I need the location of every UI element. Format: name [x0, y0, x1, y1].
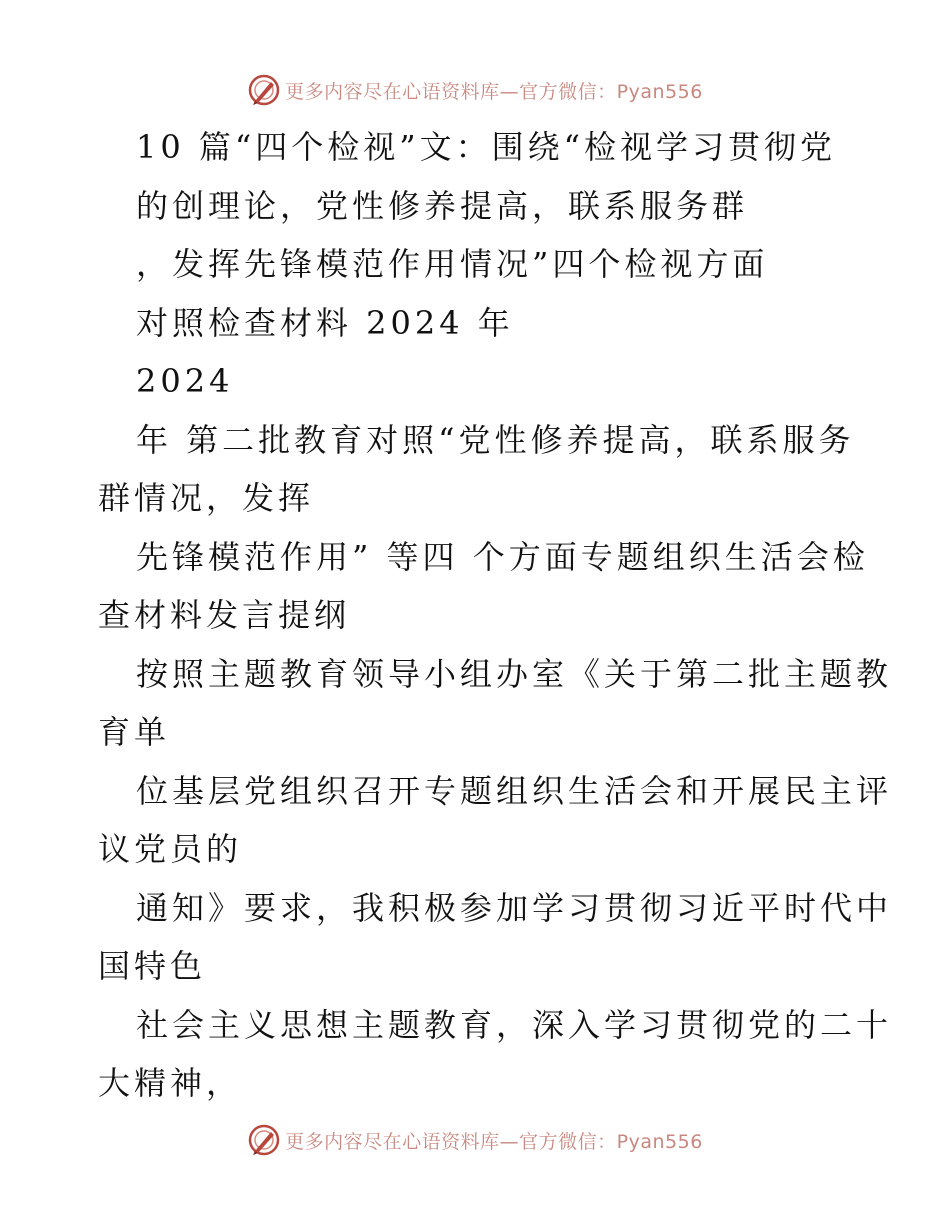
text-line-11: 育单 [98, 713, 171, 751]
pen-logo-icon [247, 73, 281, 107]
text-line-17: 大精神， [98, 1064, 243, 1102]
text-line-14: 通知》要求，我积极参加学习贯彻习近平时代中 [136, 888, 893, 927]
text-line-8: 先锋模范作用” 等四 个方面专题组织生活会检 [136, 537, 869, 576]
document-body [98, 118, 893, 1113]
text-line-6: 年 第二批教育对照“党性修养提高，联系服务 [136, 420, 855, 459]
text-line-1: 10 篇“四个检视”文：围绕“检视学习贯彻党 [136, 128, 836, 166]
watermark-text: 更多内容尽在心语资料库—官方微信：Pyan556 [285, 1130, 703, 1153]
text-line-13: 议党员的 [98, 830, 243, 868]
text-line-9: 查材料发言提纲 [98, 596, 351, 634]
text-line-4: 对照检查材料 2024 年 [136, 303, 514, 342]
watermark-text: 更多内容尽在心语资料库—官方微信：Pyan556 [285, 80, 703, 103]
text-line-2: 的创理论，党性修养提高，联系服务群 [136, 186, 749, 225]
text-line-5: 2024 [136, 362, 234, 400]
text-line-7: 群情况，发挥 [98, 479, 315, 517]
header-watermark [0, 70, 950, 110]
text-line-3: ，发挥先锋模范作用情况”四个检视方面 [136, 245, 769, 283]
text-line-12: 位基层党组织召开专题组织生活会和开展民主评 [136, 771, 893, 810]
pen-logo-icon [247, 1123, 281, 1157]
text-line-15: 国特色 [98, 947, 207, 985]
footer-watermark [0, 1120, 950, 1160]
text-line-16: 社会主义思想主题教育，深入学习贯彻党的二十 [136, 1005, 893, 1044]
text-line-10: 按照主题教育领导小组办室《关于第二批主题教 [136, 654, 893, 693]
